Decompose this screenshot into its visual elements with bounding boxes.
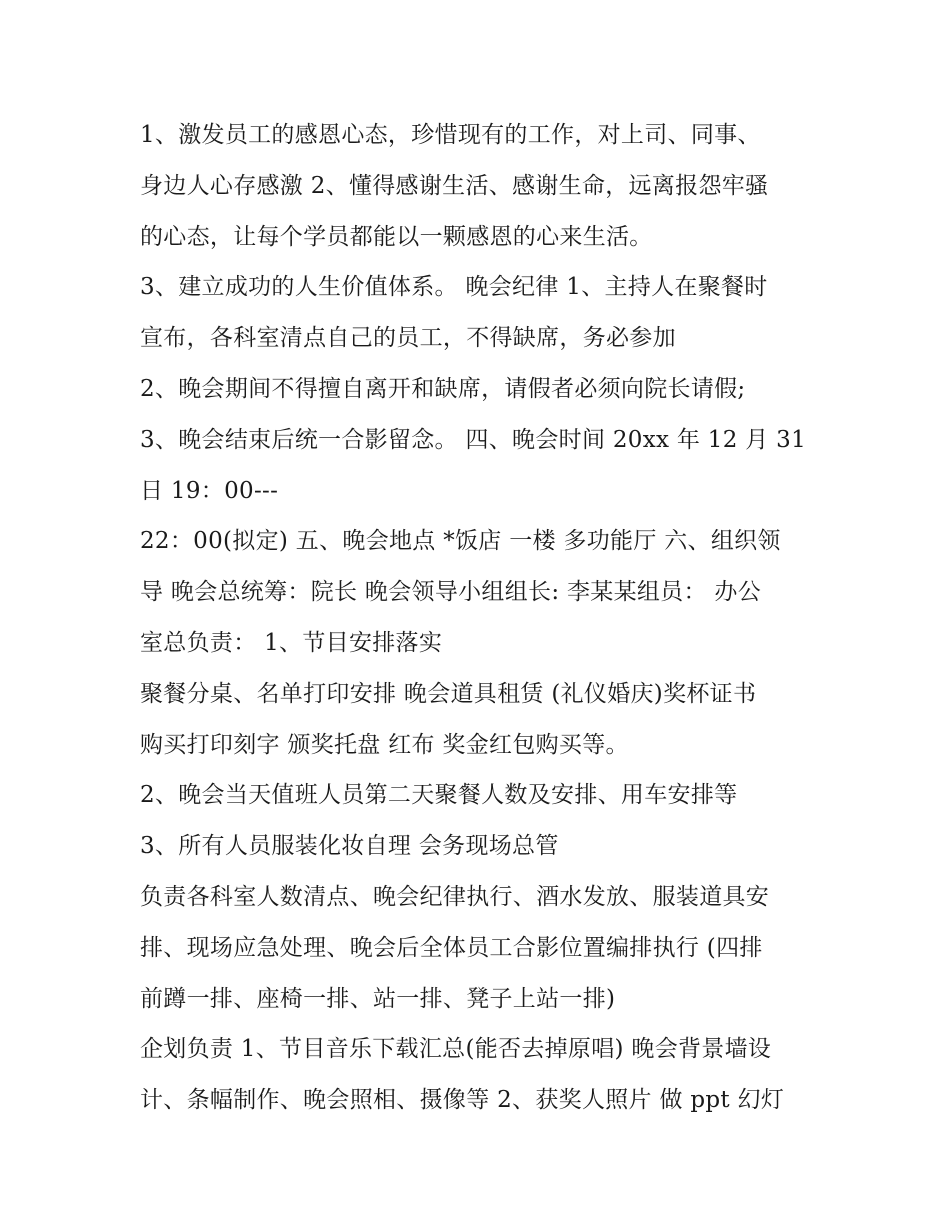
- text-line: 导 晚会总统筹：院长 晚会领导小组组长: 李某某组员： 办公: [140, 579, 761, 606]
- text-line: 日 19：00---: [140, 477, 279, 504]
- text-line: 3、所有人员服装化妆自理 会务现场总管: [140, 833, 559, 860]
- text-line: 计、条幅制作、晚会照相、摄像等 2、获奖人照片 做 ppt 幻灯: [140, 1087, 785, 1114]
- text-line: 的心态，让每个学员都能以一颗感恩的心来生活。: [140, 223, 653, 250]
- text-line: 负责各科室人数清点、晚会纪律执行、酒水发放、服装道具安: [140, 883, 770, 910]
- text-line: 身边人心存感激 2、懂得感谢生活、感谢生命，远离报怨牢骚: [140, 172, 769, 199]
- text-line: 前蹲一排、座椅一排、站一排、凳子上站一排): [140, 985, 616, 1012]
- text-line: 购买打印刻字 颁奖托盘 红布 奖金红包购买等。: [140, 731, 629, 758]
- text-line: 3、建立成功的人生价值体系。 晚会纪律 1、主持人在聚餐时: [140, 274, 768, 301]
- text-line: 3、晚会结束后统一合影留念。 四、晚会时间 20xx 年 12 月 31: [140, 426, 807, 453]
- text-line: 22：00(拟定) 五、晚会地点 *饭店 一楼 多功能厅 六、组织领: [140, 528, 781, 555]
- text-line: 2、晚会当天值班人员第二天聚餐人数及安排、用车安排等: [140, 782, 738, 809]
- text-line: 室总负责： 1、节目安排落实: [140, 629, 443, 656]
- text-line: 聚餐分桌、名单打印安排 晚会道具租赁 (礼仪婚庆)奖杯证书: [140, 680, 757, 707]
- text-line: 1、激发员工的感恩心态，珍惜现有的工作，对上司、同事、: [140, 122, 761, 148]
- document-body: [140, 110, 840, 1126]
- text-line: 宣布，各科室清点自己的员工，不得缺席，务必参加: [140, 325, 676, 352]
- text-line: 2、晚会期间不得擅自离开和缺席，请假者必须向院长请假;: [140, 375, 746, 402]
- text-line: 排、现场应急处理、晚会后全体员工合影位置编排执行 (四排: [140, 934, 763, 961]
- text-line: 企划负责 1、节目音乐下载汇总(能否去掉原唱) 晚会背景墙设: [140, 1036, 772, 1063]
